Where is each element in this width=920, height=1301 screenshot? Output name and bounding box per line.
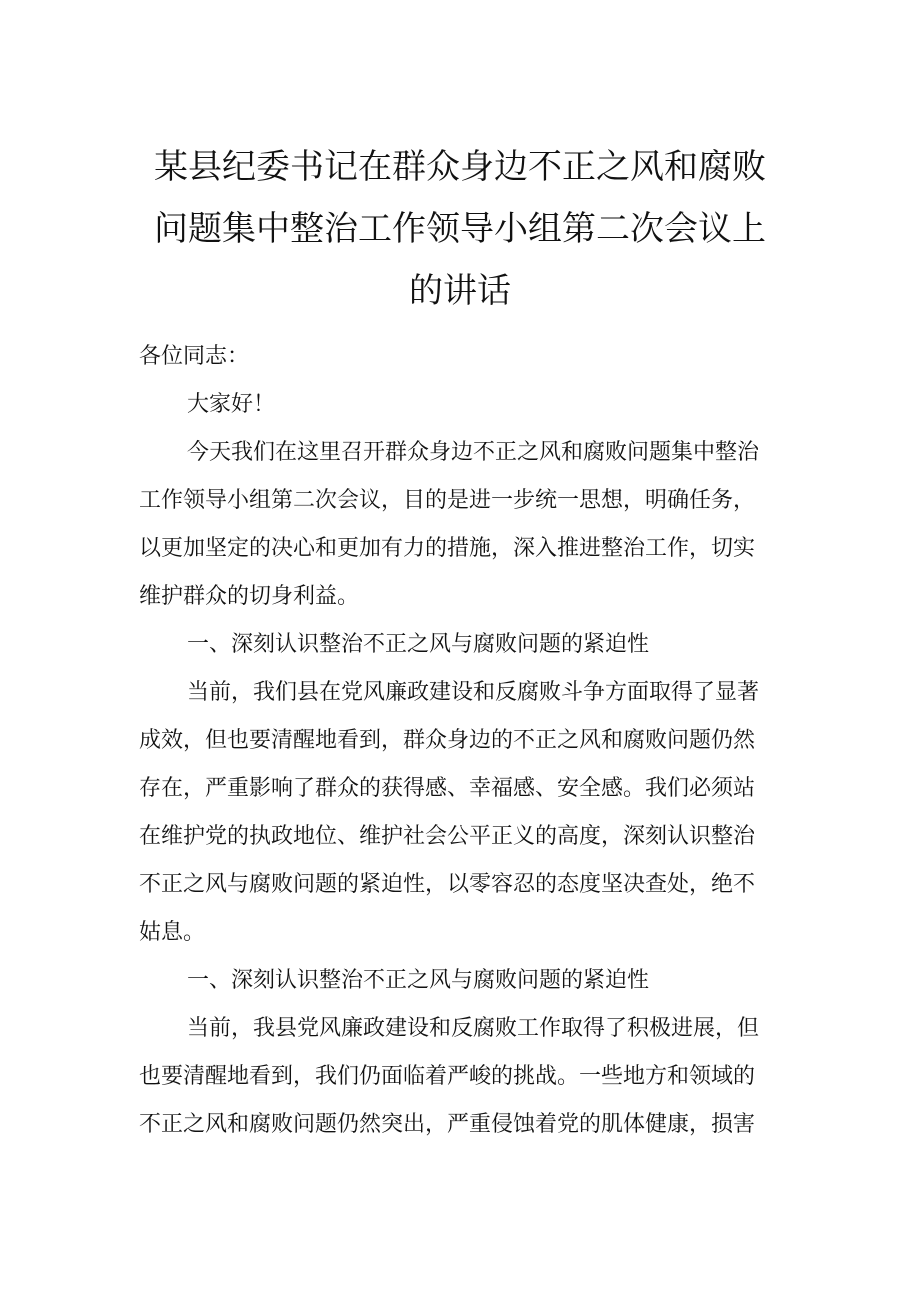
salutation: 各位同志： [139,344,250,369]
title-line-1: 某县纪委书记在群众身边不正之风和腐败 [154,147,766,187]
paragraph-2-line-3: 存在，严重影响了群众的获得感、幸福感、安全感。我们必须站 [139,776,756,801]
title-line-2: 问题集中整治工作领导小组第二次会议上 [154,209,766,249]
paragraph-2-line-1: 当前，我们县在党风廉政建设和反腐败斗争方面取得了显著 [187,680,760,705]
paragraph-3-line-2: 也要清醒地看到，我们仍面临着严峻的挑战。一些地方和领域的 [139,1064,756,1089]
document-body [139,336,789,1145]
greeting: 大家好！ [187,392,276,417]
section-heading-1: 一、深刻认识整治不正之风与腐败问题的紧迫性 [187,632,650,657]
paragraph-1-line-1: 今天我们在这里召开群众身边不正之风和腐败问题集中整治 [187,440,760,465]
paragraph-2-line-2: 成效，但也要清醒地看到，群众身边的不正之风和腐败问题仍然 [139,728,756,753]
paragraph-3-line-1: 当前，我县党风廉政建设和反腐败工作取得了积极进展，但 [187,1016,760,1041]
title-line-3: 的讲话 [409,271,511,311]
paragraph-1-line-3: 以更加坚定的决心和更加有力的措施，深入推进整治工作，切实 [139,536,756,561]
paragraph-2-line-4: 在维护党的执政地位、维护社会公平正义的高度，深刻认识整治 [139,824,756,849]
paragraph-2-line-5: 不正之风与腐败问题的紧迫性，以零容忍的态度坚决查处，绝不 [139,872,756,897]
section-heading-2: 一、深刻认识整治不正之风与腐败问题的紧迫性 [187,968,650,993]
paragraph-1-line-2: 工作领导小组第二次会议，目的是进一步统一思想，明确任务， [139,488,756,513]
document-title [120,136,800,322]
paragraph-3-line-3: 不正之风和腐败问题仍然突出，严重侵蚀着党的肌体健康，损害 [139,1112,756,1137]
paragraph-2-line-6: 姑息。 [139,920,206,945]
paragraph-1-line-4: 维护群众的切身利益。 [139,584,360,609]
